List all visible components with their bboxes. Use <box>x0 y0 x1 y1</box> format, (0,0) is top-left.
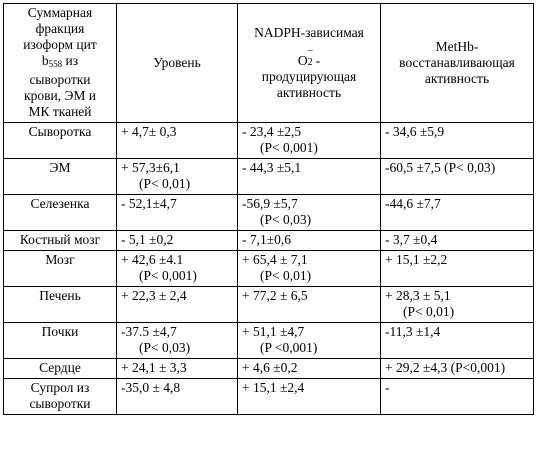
cell-text: Почки <box>41 324 79 339</box>
cell-nadph <box>238 231 381 251</box>
cell-tissue <box>4 231 117 251</box>
cell-text: ЭМ <box>49 160 71 175</box>
table-row <box>4 123 534 159</box>
table-row <box>4 251 534 287</box>
cell-nadph <box>238 359 381 379</box>
cell-text: - 34,6 ±5,9 <box>385 124 445 139</box>
cell-text: (P< 0,01) <box>260 268 312 283</box>
table-row <box>4 323 534 359</box>
cell-text: Печень <box>39 288 81 303</box>
cell-level <box>117 359 238 379</box>
cell-text: - 44,3 ±5,1 <box>242 160 302 175</box>
cell-level <box>117 379 238 415</box>
cell-nadph <box>238 379 381 415</box>
cell-level <box>117 251 238 287</box>
cell-methb <box>381 159 534 195</box>
cell-methb <box>381 231 534 251</box>
header-level: Уровень <box>117 4 238 123</box>
cell-text: - 7,1±0,6 <box>242 232 292 247</box>
cell-nadph <box>238 159 381 195</box>
header-row <box>4 4 534 123</box>
table-row <box>4 231 534 251</box>
cell-level <box>117 123 238 159</box>
cell-text: - 3,7 ±0,4 <box>385 232 438 247</box>
cell-text: + 28,3 ± 5,1 <box>385 288 451 303</box>
data-table <box>3 3 534 415</box>
cell-text: + 24,1 ± 3,3 <box>121 360 187 375</box>
cell-text: Селезенка <box>30 196 90 211</box>
cell-text: (P< 0,001) <box>260 140 318 155</box>
cell-text: + 29,2 ±4,3 (P<0,001) <box>385 360 506 375</box>
cell-text: -56,9 ±5,7 <box>242 196 298 211</box>
cell-methb <box>381 287 534 323</box>
cell-methb <box>381 123 534 159</box>
cell-text: + 15,1 ±2,4 <box>242 380 305 395</box>
header-methb: MetHb- восстанавливающая активность <box>381 4 534 123</box>
cell-text: (P <0,001) <box>260 340 318 355</box>
cell-text: - <box>385 380 390 395</box>
cell-tissue <box>4 359 117 379</box>
cell-level <box>117 323 238 359</box>
cell-text: - 52,1±4,7 <box>121 196 177 211</box>
table-row <box>4 287 534 323</box>
cell-text: + 15,1 ±2,2 <box>385 252 448 267</box>
cell-text: + 57,3±6,1 <box>121 160 180 175</box>
cell-text: + 4,7± 0,3 <box>121 124 177 139</box>
cell-tissue <box>4 323 117 359</box>
cell-tissue <box>4 195 117 231</box>
cell-text: -11,3 ±1,4 <box>385 324 441 339</box>
cell-text: + 22,3 ± 2,4 <box>121 288 187 303</box>
cell-text: - 5,1 ±0,2 <box>121 232 174 247</box>
table-row <box>4 379 534 415</box>
header-nadph: NADPH-зависимая O – 2 - продуцирующая активность <box>238 4 381 123</box>
cell-tissue <box>4 251 117 287</box>
cell-tissue <box>4 287 117 323</box>
cell-text: -44,6 ±7,7 <box>385 196 441 211</box>
cell-nadph <box>238 123 381 159</box>
cell-text: (P< 0,01) <box>403 304 455 319</box>
cell-methb <box>381 251 534 287</box>
document-page <box>3 3 534 415</box>
table-row <box>4 195 534 231</box>
table-row <box>4 359 534 379</box>
cell-text: (P< 0,03) <box>139 340 191 355</box>
cell-text: (P< 0,001) <box>139 268 197 283</box>
cell-level <box>117 231 238 251</box>
header-fraction: Суммарная фракция изоформ цит b558 из сыворотки крови, ЭМ и МК тканей <box>4 4 117 123</box>
cell-tissue <box>4 379 117 415</box>
cell-text: Мозг <box>45 252 75 267</box>
cell-text: + 51,1 ±4,7 <box>242 324 305 339</box>
cell-nadph <box>238 323 381 359</box>
cell-text: -35,0 ± 4,8 <box>121 380 181 395</box>
cell-text: Сердце <box>39 360 81 375</box>
cell-text: -37.5 ±4,7 <box>121 324 177 339</box>
cell-text: Сыворотка <box>28 124 92 139</box>
cell-text: сыворотки <box>29 396 91 411</box>
cell-text: + 77,2 ± 6,5 <box>242 288 308 303</box>
cell-text: Костный мозг <box>19 232 101 247</box>
cell-level <box>117 287 238 323</box>
cell-text: (P< 0,01) <box>139 176 191 191</box>
cell-nadph <box>238 251 381 287</box>
cell-text: + 65,4 ± 7,1 <box>242 252 308 267</box>
cell-text: (P< 0,03) <box>260 212 312 227</box>
cell-methb <box>381 379 534 415</box>
cell-nadph <box>238 287 381 323</box>
table-row <box>4 159 534 195</box>
cell-tissue <box>4 123 117 159</box>
cell-methb <box>381 195 534 231</box>
cell-text: + 42,6 ±4.1 <box>121 252 184 267</box>
cell-tissue <box>4 159 117 195</box>
cell-text: Супрол из <box>30 380 90 395</box>
cell-nadph <box>238 195 381 231</box>
cell-methb <box>381 323 534 359</box>
cell-methb <box>381 359 534 379</box>
cell-text: -60,5 ±7,5 (P< 0,03) <box>385 160 496 175</box>
cell-level <box>117 159 238 195</box>
cell-text: + 4,6 ±0,2 <box>242 360 298 375</box>
cell-text: - 23,4 ±2,5 <box>242 124 302 139</box>
cell-level <box>117 195 238 231</box>
